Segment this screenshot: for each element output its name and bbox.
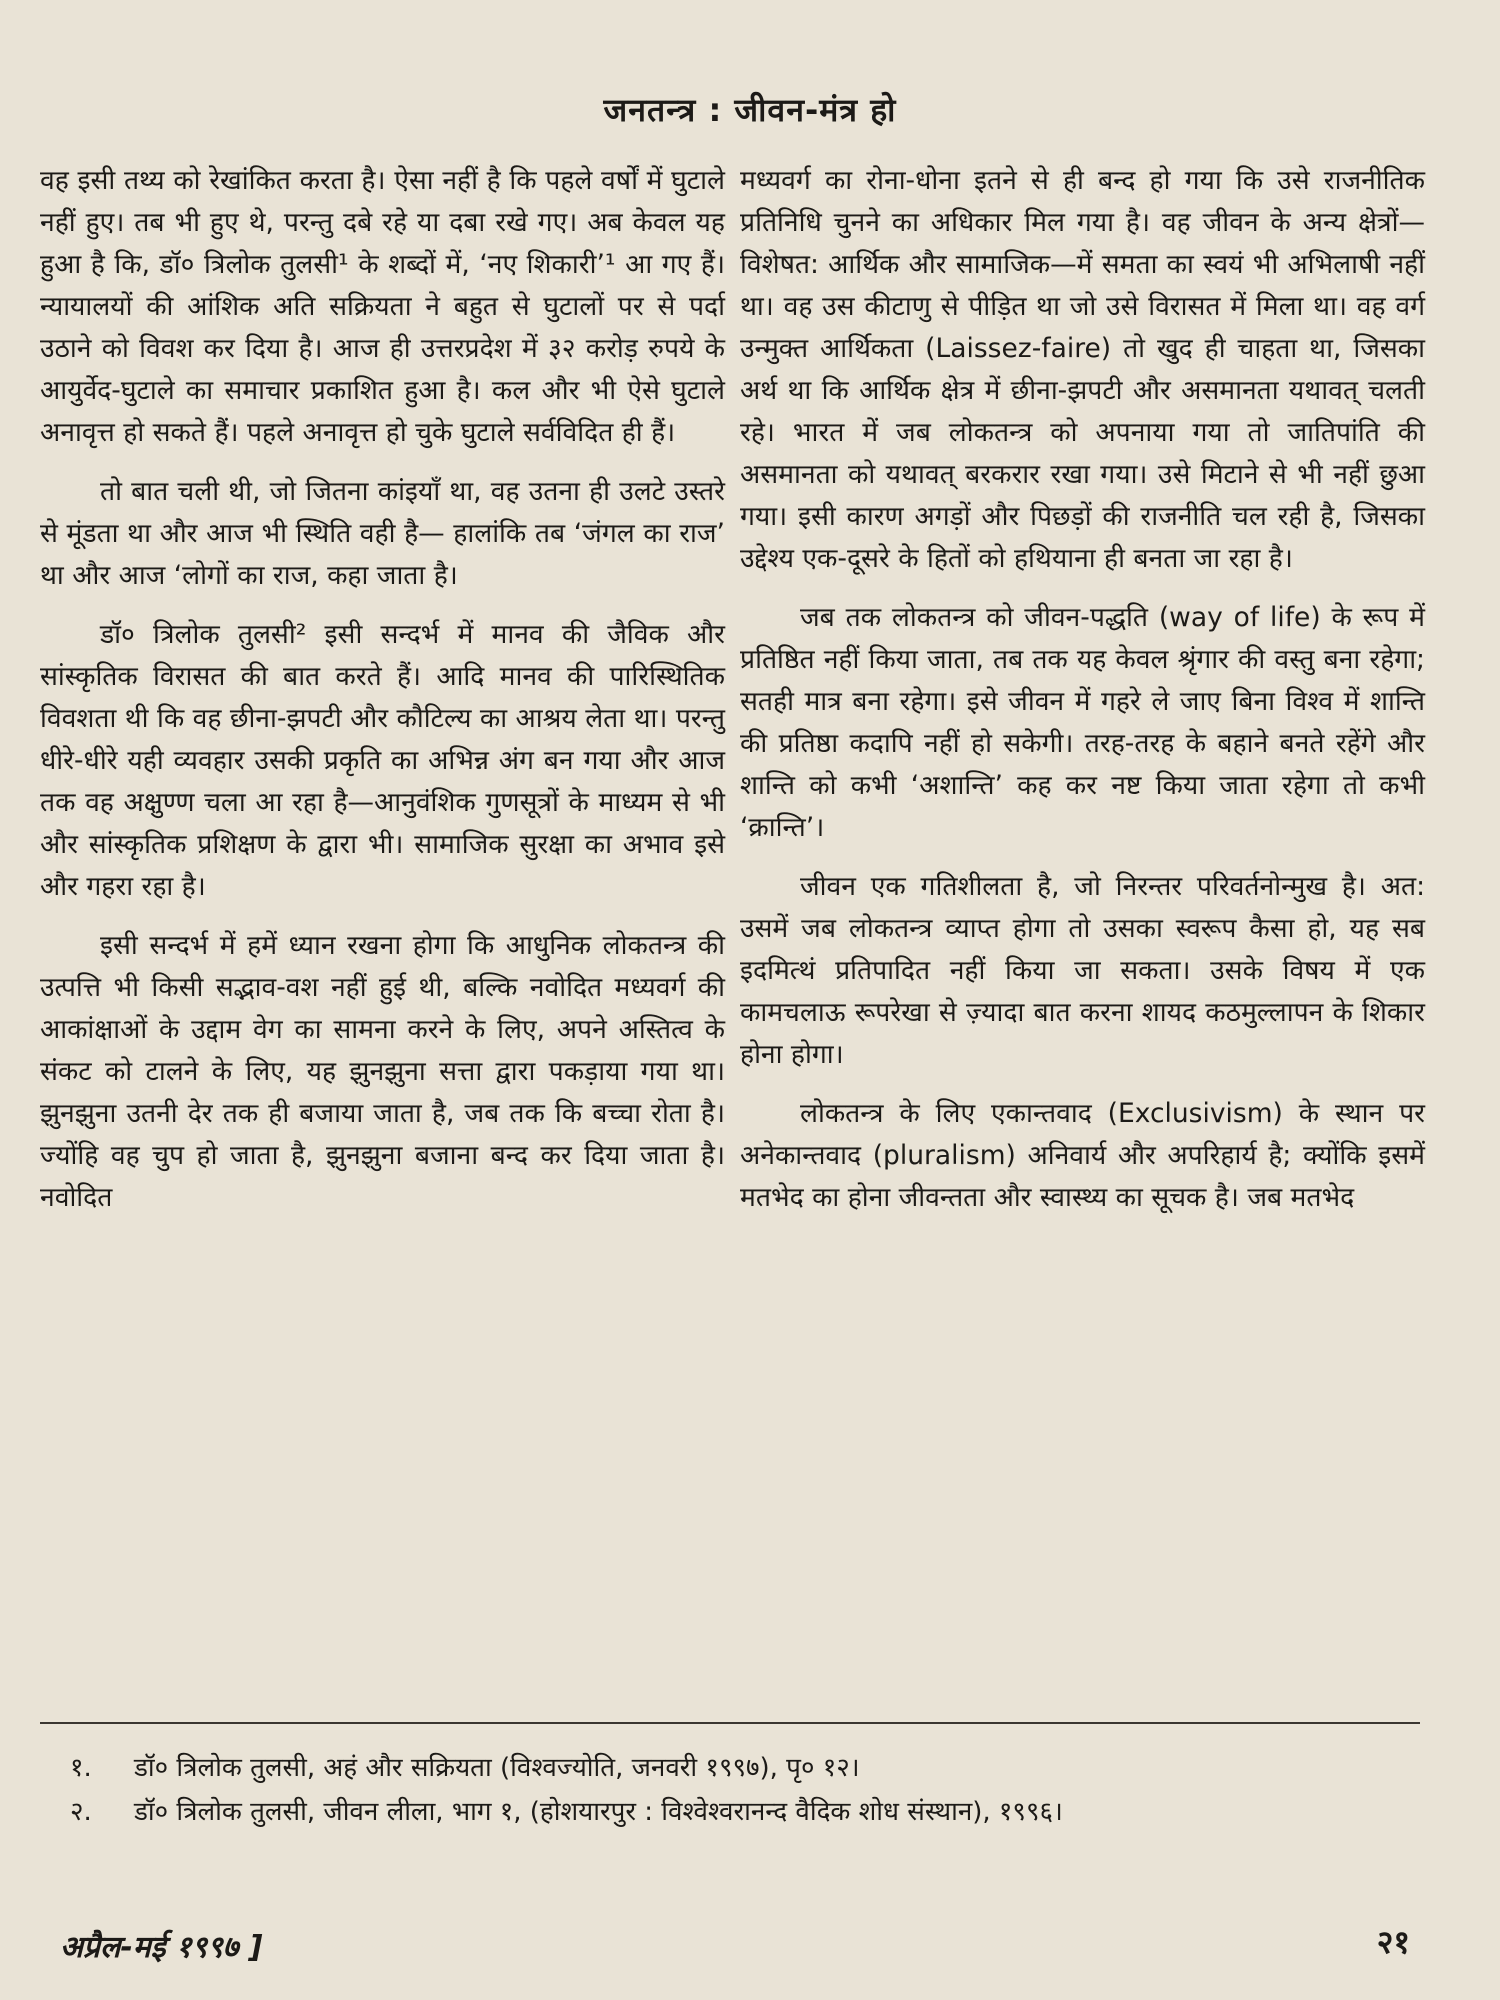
left-column	[40, 160, 725, 1236]
page-number: २१	[1376, 1923, 1410, 1961]
left-paragraph-4: इसी सन्दर्भ में हमें ध्यान रखना होगा कि आधुनिक लोकतन्त्र की उत्पत्ति भी किसी सद्भाव-वश नहीं हुई थी, बल्कि नवोदित मध्यवर्ग की आकांक्षाओं के उद्दाम वेग का सामना करने के लिए, अपने अस्तित्व के संकट को टालने के लिए, यह झुनझुना सत्ता द्वारा पकड़ाया गया था। झुनझुना उतनी देर तक ही बजाया जाता है, जब तक कि बच्चा रोता है। ज्योंहि वह चुप हो जाता है, झुनझुना बजाना बन्द कर दिया जाता है। नवोदित	[40, 930, 725, 1213]
footnote-1-text: डॉ० त्रिलोक तुलसी, अहं और सक्रियता (विश्वज्योति, जनवरी १९९७), पृ० १२।	[134, 1753, 860, 1783]
right-paragraph-4: लोकतन्त्र के लिए एकान्तवाद (Exclusivism) के स्थान पर अनेकान्तवाद (pluralism) अनिवार्य और अपरिहार्य है; क्योंकि इसमें मतभेद का होना जीवन्तता और स्वास्थ्य का सूचक है। जब मतभेद	[740, 1098, 1425, 1213]
left-paragraph-1: वह इसी तथ्य को रेखांकित करता है। ऐसा नहीं है कि पहले वर्षों में घुटाले नहीं हुए। तब भी हुए थे, परन्तु दबे रहे या दबा रखे गए। अब केवल यह हुआ है कि, डॉ० त्रिलोक तुलसी¹ के शब्दों में, ‘नए शिकारी’¹ आ गए हैं। न्यायालयों की आंशिक अति सक्रियता ने बहुत से घुटालों पर से पर्दा उठाने को विवश कर दिया है। आज ही उत्तरप्रदेश में ३२ करोड़ रुपये के आयुर्वेद-घुटाले का समाचार प्रकाशित हुआ है। कल और भी ऐसे घुटाले अनावृत्त हो सकते हैं। पहले अनावृत्त हो चुके घुटाले सर्वविदित ही हैं।	[40, 165, 725, 448]
running-head-title: जनतन्त्र : जीवन-मंत्र हो	[603, 91, 897, 129]
footnote-1	[70, 1746, 1400, 1790]
right-paragraph-1: मध्यवर्ग का रोना-धोना इतने से ही बन्द हो गया कि उसे राजनीतिक प्रतिनिधि चुनने का अधिकार मिल गया है। वह जीवन के अन्य क्षेत्रों—विशेषत: आर्थिक और सामाजिक—में समता का स्वयं भी अभिलाषी नहीं था। वह उस कीटाणु से पीड़ित था जो उसे विरासत में मिला था। वह वर्ग उन्मुक्त आर्थिकता (Laissez-faire) तो खुद ही चाहता था, जिसका अर्थ था कि आर्थिक क्षेत्र में छीना-झपटी और असमानता यथावत् चलती रहे। भारत में जब लोकतन्त्र को अपनाया गया तो जातिपांति की असमानता को यथावत् बरकरार रखा गया। उसे मिटाने से भी नहीं छुआ गया। इसी कारण अगड़ों और पिछड़ों की राजनीति चल रही है, जिसका उद्देश्य एक-दूसरे के हितों को हथियाना ही बनता जा रहा है।	[740, 165, 1425, 574]
left-paragraph-2: तो बात चली थी, जो जितना कांइयाँ था, वह उतना ही उलटे उस्तरे से मूंडता था और आज भी स्थिति वही है— हालांकि तब ‘जंगल का राज’ था और आज ‘लोगों का राज, कहा जाता है।	[40, 476, 725, 591]
footnote-1-number: १.	[70, 1753, 92, 1783]
footnote-2	[70, 1790, 1400, 1834]
right-paragraph-3: जीवन एक गतिशीलता है, जो निरन्तर परिवर्तनोन्मुख है। अत: उसमें जब लोकतन्त्र व्याप्त होगा तो उसका स्वरूप कैसा हो, यह सब इदमित्थं प्रतिपादित नहीं किया जा सकता। उसके विषय में एक कामचलाऊ रूपरेखा से ज़्यादा बात करना शायद कठमुल्लापन के शिकार होना होगा।	[740, 871, 1425, 1070]
right-paragraph-2: जब तक लोकतन्त्र को जीवन-पद्धति (way of life) के रूप में प्रतिष्ठित नहीं किया जाता, तब तक यह केवल श्रृंगार की वस्तु बना रहेगा; सतही मात्र बना रहेगा। इसे जीवन में गहरे ले जाए बिना विश्व में शान्ति की प्रतिष्ठा कदापि नहीं हो सकेगी। तरह-तरह के बहाने बनते रहेंगे और शान्ति को कभी ‘अशान्ति’ कह कर नष्ट किया जाता रहेगा तो कभी ‘क्रान्ति’।	[740, 602, 1425, 843]
left-paragraph-3: डॉ० त्रिलोक तुलसी² इसी सन्दर्भ में मानव की जैविक और सांस्कृतिक विरासत की बात करते हैं। आदि मानव की पारिस्थितिक विवशता थी कि वह छीना-झपटी और कौटिल्य का आश्रय लेता था। परन्तु धीरे-धीरे यही व्यवहार उसकी प्रकृति का अभिन्न अंग बन गया और आज तक वह अक्षुण्ण चला आ रहा है—आनुवंशिक गुणसूत्रों के माध्यम से भी और सांस्कृतिक प्रशिक्षण के द्वारा भी। सामाजिक सुरक्षा का अभाव इसे और गहरा रहा है।	[40, 619, 725, 902]
footnote-divider	[40, 1722, 1420, 1724]
right-column	[740, 160, 1425, 1236]
footnote-2-number: २.	[70, 1797, 92, 1827]
issue-date: अप्रैल-मई १९९७ ]	[60, 1930, 263, 1965]
footnote-2-text: डॉ० त्रिलोक तुलसी, जीवन लीला, भाग १, (होशयारपुर : विश्वेश्वरानन्द वैदिक शोध संस्थान), १९९६।	[134, 1797, 1063, 1827]
footnotes	[70, 1746, 1400, 1834]
